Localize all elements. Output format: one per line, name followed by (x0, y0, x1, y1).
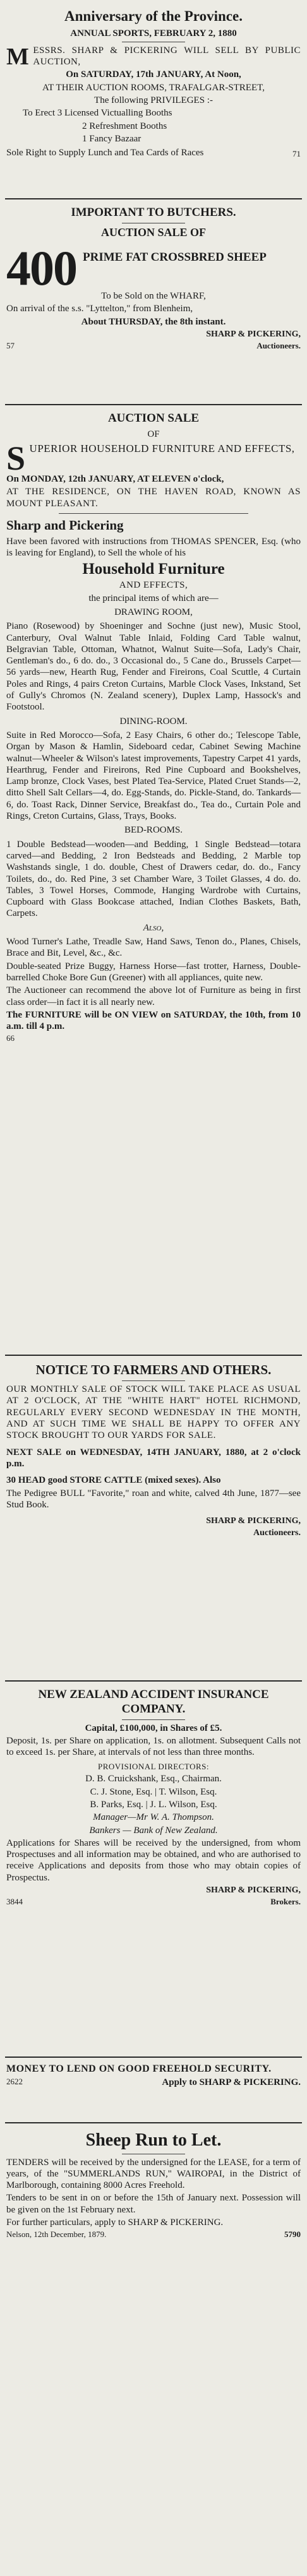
ad-farmers-signature2: Auctioneers. (253, 1528, 301, 1538)
ad-furniture-room-drawing: DRAWING ROOM, (114, 607, 193, 617)
ad-farmers-signature: SHARP & PICKERING, (206, 1516, 301, 1526)
ad-butchers-line2: On arrival of the s.s. "Lyttelton," from Blenheim, (6, 304, 193, 314)
ad-furniture-view: The FURNITURE will be ON VIEW on SATURDAY, the 10th, from 10 a.m. till 4 p.m. (6, 1009, 301, 1032)
ad-butchers-bigtext: PRIME FAT CROSSBRED SHEEP (83, 250, 267, 264)
ad-insurance-capital: Capital, £100,000, in Shares of £5. (85, 1723, 222, 1733)
ad-insurance-deposit: Deposit, 1s. per Share on application, 1s. on allotment. Subsequent Calls not to exceed 1s. per Share, at intervals of not less than three months. (6, 1735, 301, 1758)
ad-butchers-title: IMPORTANT TO BUTCHERS. (71, 206, 236, 219)
ad-farmers-stock1: 30 HEAD good STORE CATTLE (mixed sexes). Also (6, 1475, 221, 1486)
ad-butchers-signature: SHARP & PICKERING, (206, 329, 301, 339)
ad-insurance-director1: D. B. Cruickshank, Esq., Chairman. (85, 1774, 222, 1784)
ad-farmers-stock2: The Pedigree BULL "Favorite," roan and white, calved 4th June, 1877—see Stud Book. (6, 1488, 301, 1510)
ad-furniture-title: AUCTION SALE (107, 412, 200, 425)
ad-sheep-title: Sheep Run to Let. (85, 2130, 222, 2150)
ad-money-lend (5, 2058, 302, 2123)
ad-furniture-firm: Sharp and Pickering (6, 517, 124, 533)
ad-furniture-also-items2: Double-seated Prize Buggy, Harness Horse—fast trotter, Harness, Double-barrelled Choke Bore Gun (Greener) with all appliances, quite new. (6, 961, 301, 983)
ad-butchers-line3: About THURSDAY, the 8th instant. (81, 316, 226, 327)
divider (59, 513, 248, 514)
ad-butchers-number: 57 (6, 340, 15, 350)
ad-anniversary-item2: 2 Refreshment Booths (82, 121, 167, 131)
ad-insurance-signature2: Brokers. (270, 1897, 301, 1907)
ad-furniture-bed-items: 1 Double Bedstead—wooden—and Bedding, 1 Single Bedstead—totara carved—and Bedding, 2 Iron Bedsteads and Bedding, 2 Marble top Washstands single, 1 do. double, Chest of Drawers cedar, do. do., Fancy Toilets, do., do. Red Pine, 3 set Chamber Ware, 3 Toilet Glasses, 4 do. do. Tables, 3 Towel Horses, Commode, Hanging Wardrobe with Curtains, Cupboard with Glass Bookcase attached, Indian Clothes Baskets, Bath, Carpets. (6, 839, 301, 919)
ad-furniture-intro: SUPERIOR HOUSEHOLD FURNITURE AND EFFECTS, (6, 439, 295, 478)
ad-insurance-directors-heading: PROVISIONAL DIRECTORS: (97, 1762, 210, 1772)
ad-butchers-big-number: 400 (6, 240, 76, 295)
ad-insurance-manager: Manager—Mr W. A. Thompson. (93, 1812, 214, 1823)
ad-farmers-notice (5, 1356, 302, 1682)
ad-sheep-number: 5790 (284, 2229, 301, 2240)
ad-furniture-of: OF (147, 429, 160, 439)
ad-anniversary-item3: 1 Fancy Bazaar (82, 133, 141, 144)
ad-farmers-title: NOTICE TO FARMERS AND OTHERS. (35, 1362, 272, 1377)
ad-furniture-heading: Household Furniture (82, 560, 225, 578)
ad-butchers-sub: AUCTION SALE OF (100, 225, 207, 239)
ad-butchers-line1: To be Sold on the WHARF, (101, 290, 206, 301)
ad-furniture-also-items: Wood Turner's Lathe, Treadle Saw, Hand Saws, Tenon do., Planes, Chisels, Brace and Bit, Level, &c., &c. (6, 937, 301, 959)
ad-anniversary-item1: To Erect 3 Licensed Victualling Booths (23, 108, 172, 119)
ad-money-line2: Apply to SHARP & PICKERING. (162, 2077, 301, 2087)
ad-furniture-also: Also, (143, 922, 164, 933)
ad-anniversary-line1: ANNUAL SPORTS, FEBRUARY 2, 1880 (70, 28, 237, 39)
ad-money-number: 2622 (6, 2076, 23, 2086)
ad-anniversary-number: 71 (292, 148, 301, 158)
ad-insurance (5, 1682, 302, 2058)
ad-sheep-body2: Tenders to be sent in on or before the 15th of January next. Possession will be given on the 1st February next. (6, 2193, 301, 2215)
ad-sheep-run (5, 2123, 302, 2404)
divider (122, 1719, 185, 1720)
ad-anniversary-place: AT THEIR AUCTION ROOMS, TRAFALGAR-STREET, (42, 82, 265, 93)
ad-farmers-body: OUR MONTHLY SALE OF STOCK WILL TAKE PLACE AS USUAL AT 2 O'CLOCK, AT THE "WHITE HART" HOTEL RICHMOND, REGULARLY EVERY SECOND WEDNESDAY IN THE MONTH, AND AT SUCH TIME WE SHALL BE HAPPY TO OFFER ANY STOCK BROUGHT TO OUR YARDS FOR SALE. (6, 1384, 301, 1441)
ad-insurance-signature: SHARP & PICKERING, (206, 1885, 301, 1896)
ad-farmers-next-sale: NEXT SALE on WEDNESDAY, 14TH JANUARY, 1880, at 2 o'clock p.m. (6, 1447, 301, 1469)
ad-furniture-number: 66 (6, 1033, 15, 1043)
newspaper-column (5, 0, 302, 2404)
ad-furniture-effects: AND EFFECTS, (119, 580, 188, 591)
ad-furniture-dining-items: Suite in Red Morocco—Sofa, 2 Easy Chairs, 6 other do.; Telescope Table, Organ by Mason & Hamlin, Sideboard cedar, Cabinet Sewing Machine walnut—Wheeler & Wilson's latest improvements, Tapestry Carpet 41 yards, Hearthrug, Fender and Fireirons, Red Pine Cupboard and Bookshelves, Lamp bronze, Clock Vases, best Plated Tea-Service, Plated Cruet Stands—2, ditto Shell Salt Cellars—4, do. Egg-Stands, do. Pickle-Stand, do. Tankards—6, do. Toast Rack, Dinner Service, Breakfast do., Tea do., Curtain Pole and Rings, Creton Curtains, Glass, Trays, Books. (6, 730, 301, 822)
ad-furniture-date: On MONDAY, 12th JANUARY, AT ELEVEN o'clock, (6, 473, 224, 484)
ad-anniversary-body1: MESSRS. SHARP & PICKERING WILL SELL BY PUBLIC AUCTION, (6, 43, 301, 70)
ad-furniture-note: The Auctioneer can recommend the above lot of Furniture as being in first class order—in fact it is all nearly new. (6, 985, 301, 1007)
ad-butchers-signature2: Auctioneers. (256, 340, 301, 350)
ad-insurance-applications: Applications for Shares will be received by the undersigned, from whom Prospectuses and all information may be obtained, and who are authorised to receive Applications and deposits from those who may obtain copies of Prospectus. (6, 1837, 301, 1883)
ad-insurance-number: 3844 (6, 1897, 23, 1907)
ad-butchers (5, 199, 302, 405)
ad-anniversary-date: On SATURDAY, 17th JANUARY, At Noon, (66, 69, 241, 80)
ad-furniture-room-bed: BED-ROOMS. (124, 825, 183, 836)
ad-furniture-place: AT THE RESIDENCE, ON THE HAVEN ROAD, KNOWN AS MOUNT PLEASANT. (6, 487, 301, 509)
ad-furniture-instructions: Have been favored with instructions from THOMAS SPENCER, Esq. (who is leaving for England), to Sell the whole of his (6, 537, 301, 559)
ad-furniture-principal: the principal items of which are— (88, 593, 219, 603)
ad-money-line1: MONEY TO LEND ON GOOD FREEHOLD SECURITY. (6, 2063, 272, 2074)
ad-insurance-director3: B. Parks, Esq. | J. L. Wilson, Esq. (90, 1799, 217, 1810)
ad-furniture-room-dining: DINING-ROOM. (119, 716, 188, 727)
ad-anniversary-privileges: The following PRIVILEGES :- (94, 95, 213, 106)
ad-furniture-drawing-items: Piano (Rosewood) by Shoeninger and Sochne (just new), Music Stool, Canterbury, Oval Walnut Table Inlaid, Folding Card Table walnut, Belgravian Table, Ottoman, Whatnot, Walnut Suite—Sofa, Lady's Chair, Gentleman's do., 6 do. do., 3 Occasional do., 5 Cane do., Brussels Carpet—56 yards—new, Hearth Rug, Fender and Fireirons, Coal Scuttle, 4 Curtain Poles and Rings, 4 pairs Creton Curtains, Marble Clock Vases, Inkstand, Set of Gully's Chromos (N. Zealand scenery), Duplex Lamp, Hassock's and Footstool. (6, 621, 301, 713)
ad-sheep-body: TENDERS will be received by the undersigned for the LEASE, for a term of years, of the "SUMMERLANDS RUN," WAIROPAI, in the District of Marlborough, containing 8000 Acres Freehold. (6, 2157, 301, 2191)
ad-insurance-bankers: Bankers — Bank of New Zealand. (89, 1825, 218, 1836)
ad-furniture-sale (5, 405, 302, 1356)
ad-anniversary (5, 1, 302, 199)
ad-anniversary-body5: Sole Right to Supply Lunch and Tea Cards of Races (6, 148, 204, 158)
divider (122, 1380, 185, 1381)
ad-insurance-director2: C. J. Stone, Esq. | T. Wilson, Esq. (90, 1786, 217, 1797)
ad-anniversary-title: Anniversary of the Province. (64, 8, 243, 24)
ad-insurance-title: NEW ZEALAND ACCIDENT INSURANCE COMPANY. (38, 1688, 269, 1716)
ad-sheep-body3: For further particulars, apply to SHARP & PICKERING. (6, 2217, 224, 2228)
ad-sheep-signature: Nelson, 12th December, 1879. (6, 2229, 107, 2240)
